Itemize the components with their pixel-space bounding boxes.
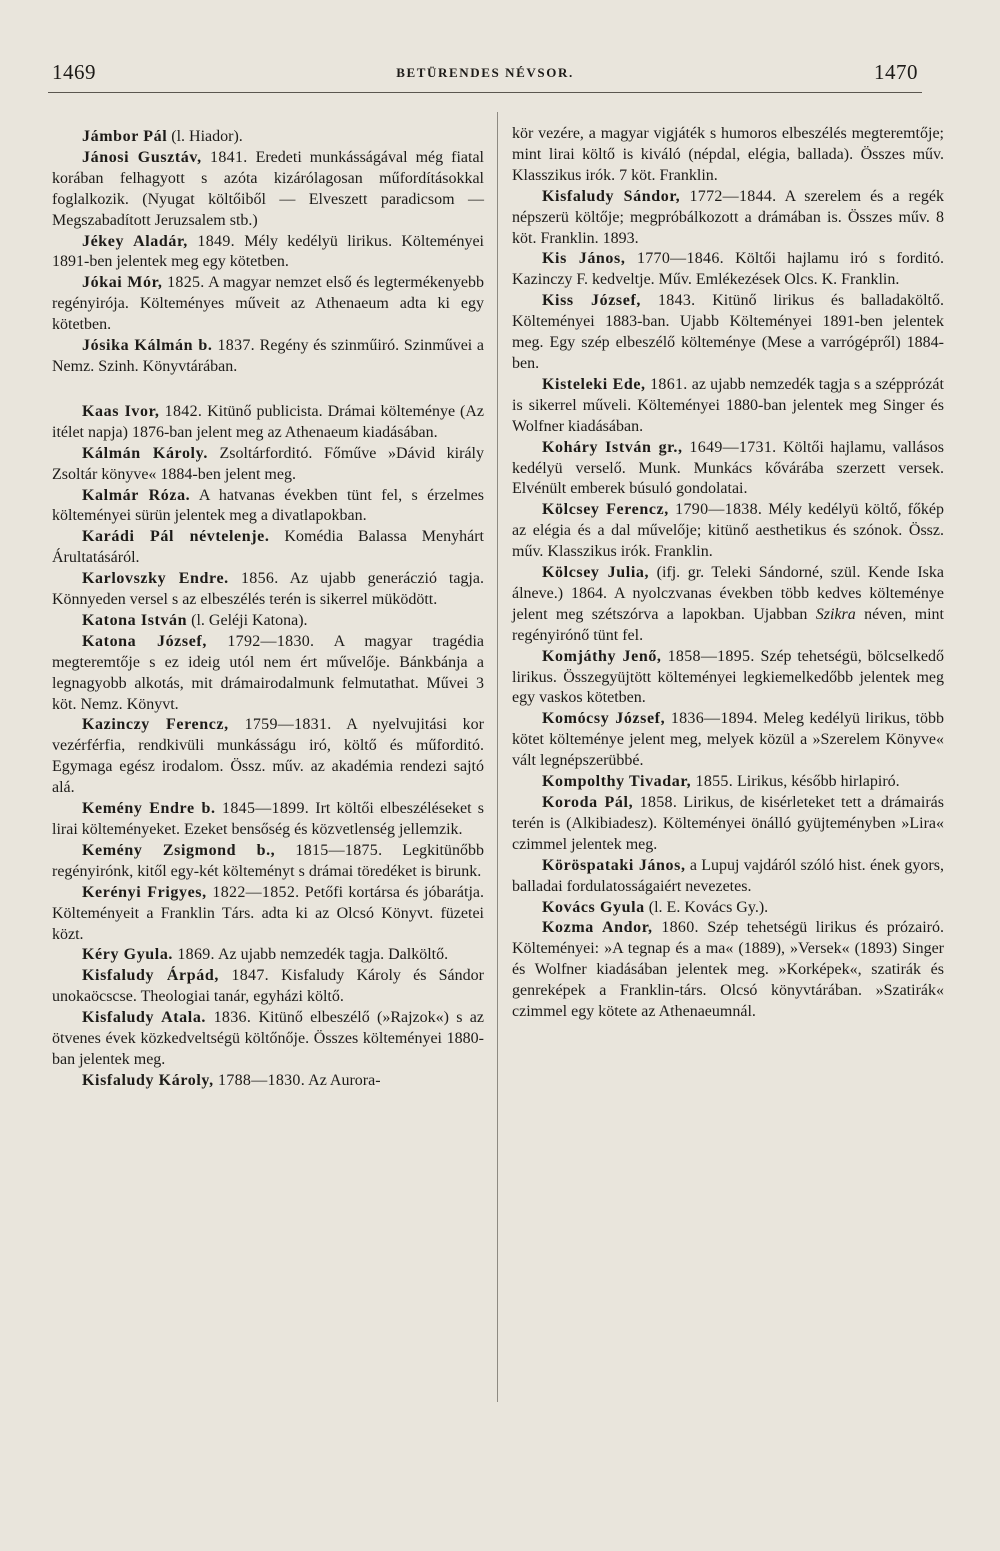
entry [52,1008,484,1071]
entry-name: Koroda Pál, [542,794,634,811]
entry [52,444,484,486]
entry [512,438,944,501]
entry [512,918,944,1023]
entry [52,1071,484,1092]
entry [52,527,484,569]
right-column [512,124,944,1023]
entry-text: Lirikus, de kisérleteket tett a drámairás terén is (Alkibiadesz). Költeményei önálló gyüjteményben »Lira« czimmel jelentek meg. [512,794,944,853]
entry-name: Kompolthy Tivadar, [542,773,692,791]
entry-text: (l. E. Kovács Gy.). [644,898,769,916]
entry-name: Katona József, [82,632,207,650]
page-number-right: 1470 [874,60,918,84]
entry-text: Költői hajlamu, vallásos kedélyü verselő. Munk. Munkács kővárába szerzett versek. Elvénült emberek búsuló gondolatai. [512,438,944,498]
entry-years: 1849. [187,232,235,250]
entry [52,632,484,716]
entry-pseudonym: Szikra [815,605,856,623]
column-divider [497,112,498,1402]
entry-text: kör vezére, a magyar vigjáték s humoros elbeszélés megteremtője; mint lirai költő is kiváló (népdal, elégia, ballada). Összes műv. Klasszikus irók. 7 köt. Franklin. [512,125,944,184]
entry-name: Kisteleki Ede, [542,375,646,393]
entry-text: Kitünő lirikus és balladaköltő. Költeményei 1883-ban. Ujabb Költeményei 1891-ben jelentek meg. Egy szép elbeszélő költeménye (Mese a varrógépről) 1884-ben. [512,292,944,372]
entry-name: Komócsy József, [542,710,666,728]
page-header [52,60,918,94]
entry-name: Kisfaludy Sándor, [542,187,681,205]
entry-years: 1861. [645,375,688,393]
entry [52,232,484,274]
entry-text: Mély kedélyü lirikus. Költeményei 1891-ben jelentek meg egy kötetben. [52,232,485,271]
entry-years: 1855. [691,773,734,791]
entry [52,966,484,1008]
entry [512,772,944,793]
entry-name: Kazinczy Ferencz, [82,716,229,734]
entry [52,883,484,946]
entry-text: (l. Hiador). [167,128,243,145]
entry-text: (ifj. gr. Teleki Sándorné, szül. Kende Iska álneve.) 1864. A nyolczvanas években több kedves költeménye jelent meg szétszórva a lapokban. Ujabban [512,564,944,623]
entry-years: 1770—1846. [625,250,724,268]
entry-name: Jósika Kálmán b. [82,337,213,355]
entry [52,569,484,611]
entry-name: Koháry István gr., [542,438,683,456]
entry-years: 1836. [206,1009,252,1027]
entry-name: Kölcsey Julia, [542,564,650,582]
entry [52,945,484,966]
entry-text: Regény és szinműiró. Szinművei a Nemz. Szinh. Könyvtárában. [52,337,485,375]
entry-name: Kálmán Károly. [82,444,208,462]
entry-name: Kisfaludy Árpád, [82,967,219,985]
entry-text: A nyelvujitási kor vezérférfia, rendkivüli munkásságu iró, költő és műforditó. Egymaga egész irodalom. Össz. műv. az akadémia rendezi sajtó alá. [52,716,484,797]
entry-text: Az Aurora- [305,1071,381,1089]
entry-name: Jékey Aladár, [82,232,188,250]
entry-name: Kisfaludy Károly, [82,1071,214,1089]
entry [512,898,944,919]
entry-text: Költői hajlamu iró s forditó. Kazinczy F. kedveltje. Műv. Emlékezések Olcs. K. Franklin. [512,250,944,289]
entry [52,148,484,232]
entry-text: Zsoltárforditó. Főműve »Dávid király Zsoltár könyve« 1884-ben jelent meg. [52,444,484,483]
entry-name: Jánosi Gusztáv, [82,148,202,166]
entry-name: Kiss József, [542,292,641,310]
entry [52,273,484,336]
entry-name: Kis János, [542,250,626,268]
entry-text: Kisfaludy Károly és Sándor unokaöcscse. Theologiai tanár, egyházi költő. [52,967,484,1006]
entry-years: 1759—1831. [228,716,332,734]
running-title: BETÜRENDES NÉVSOR. [396,65,574,80]
entry [512,291,944,375]
entry-text: Szép tehetségü lirikus és prózairó. Költeményei: »A tegnap és a ma« (1889), »Versek« (1893) Singer és Wolfner kiadásában jelentek meg. »Korképek«, szatirák és genreképek a Franklin-társ. Olcsó könyvtárában. »Szatirák« czimmel egy kötete az Athenaeumnál. [512,919,944,1021]
entry-name: Köröspataki János, [542,856,686,874]
entry-name: Komjáthy Jenő, [542,647,662,665]
entry [52,611,484,632]
entry-years: 1858. [633,794,678,811]
entry [52,486,484,528]
entry [512,793,944,856]
entry-name: Kaas Ivor, [82,402,160,420]
entry [512,124,944,187]
entry-text: Mély kedélyü költő, főkép az elégia és a dal művelője; kitünő aesthetikus és szónok. Össz. műv. Klasszikus irók. Franklin. [512,501,944,561]
entry [512,249,944,291]
entry-name: Kemény Endre b. [82,800,216,818]
entry-name: Kisfaludy Atala. [82,1009,207,1027]
entry-years: 1845—1899. [215,800,310,818]
entry-years: 1843. [641,292,696,310]
entry [512,187,944,250]
entry [512,563,944,647]
entry-years: 1790—1838. [668,501,763,519]
entry-years: 1856. [228,570,279,588]
entry-name: Kozma Andor, [542,919,653,937]
entry [512,856,944,898]
entry-name: Jókai Mór, [82,274,163,292]
entry-name: Katona István [82,611,188,629]
entry-years: 1860. [652,919,699,937]
entry [52,715,484,799]
entry-text: Szép tehetségü, bölcselkedő lirikus. Összegyüjtött költeményei legkiemelkedőbb jelentek meg egy vaskos kötetben. [512,647,944,707]
entry-years: 1825. [162,274,205,292]
entry-text: A szerelem és a regék népszerü költője; megpróbálkozott a drámában is. Összes műv. 8 köt. Franklin. 1893. [512,187,944,247]
entry-name: Jámbor Pál [82,128,168,145]
entry-years: 1649—1731. [682,438,777,456]
entry-text: Legkitünőbb regényirónk, kitől egy-két költeményt s drámai töredéket is birunk. [52,841,484,880]
entry-years: 1822—1852. [206,883,300,901]
entry-text: az ujabb nemzedék tagja s a szépprózát is sikerrel műveli. Költeményei 1880-ban jelentek meg Singer és Wolfner kiadásában. [512,375,944,435]
entry [512,709,944,772]
entry-years: 1836—1894. [665,710,758,728]
entry-name: Kovács Gyula [542,898,645,916]
entry-name: Kemény Zsigmond b., [82,841,276,859]
entry-text: Petőfi kortársa és jóbarátja. Költeményeit a Franklin Társ. adta ki az Olcsó Könyvt. füzetei közt. [52,883,484,943]
entry-name: Karlovszky Endre. [82,570,229,588]
entry-name: Kéry Gyula. [82,946,174,964]
entry-name: Kerényi Frigyes, [82,883,207,901]
entry-years: 1815—1875. [275,841,383,859]
entry [52,336,484,378]
entry [512,500,944,563]
entry-text: A magyar tragédia megteremtője s ez ideig utól nem ért művelője. Bánkbánja a legnagyobb alkotás, mit drámairodalmunk felmutathat. Művei 3 köt. Nemz. Könyvt. [52,632,484,713]
entry-name: Karádi Pál névtelenje. [82,528,270,546]
entry-years: 1788—1830. [213,1071,306,1089]
entry-years: 1869. [173,946,215,964]
entry-text: (l. Geléji Katona). [187,611,308,629]
entry [52,127,484,148]
entry [52,402,484,444]
entry-text: Az ujabb nemzedék tagja. Dalköltő. [214,946,449,964]
entry [512,375,944,438]
entry-years: 1847. [218,967,269,985]
entry-years: 1837. [212,337,255,355]
entry-name: Kalmár Róza. [82,486,191,504]
entry-text: Meleg kedélyü lirikus, több kötet költeménye jelent meg, melyek közül a »Szerelem Könyve« vált legnépszerübbé. [512,710,944,770]
entry-text: A hatvanas években tünt fel, s érzelmes költeményei sürün jelentek meg a divatlapokban. [52,486,484,525]
entry-text: Irt költői elbeszéléseket s lirai költeményeket. Ezeket bensőség és közvetlenség jellemzik. [52,800,484,838]
entry-text: Lirikus, később hirlapiró. [733,773,900,791]
entry-text: a Lupuj vajdáról szóló hist. ének gyors, balladai fordulatosságaiért nevezetes. [512,856,944,895]
entry [52,799,484,841]
entry-name: Kölcsey Ferencz, [542,501,669,519]
entry [52,841,484,883]
entry-years: 1792—1830. [206,632,315,650]
entry [512,647,944,710]
entry-text: Komédia Balassa Menyhárt Árultatásáról. [52,528,484,567]
entry-years: 1772—1844. [680,187,777,205]
entry-text: Kitünő elbeszélő (»Rajzok«) s az ötvenes évek közkedveltségü költőnője. Összes költeményei 1880-ban jelentek meg. [52,1009,484,1068]
entry-years: 1858—1895. [661,647,755,665]
entry-text: Az ujabb generáczió tagja. Könnyeden versel s az elbeszélés terén is sikerrel müködött. [52,570,484,609]
page-number-left: 1469 [52,60,96,84]
entry-text: Kitünő publicista. Drámai költeménye (Az itélet napja) 1876-ban jelent meg az Athenaeum kiadásában. [52,402,484,441]
entry-text: néven, mint regényirónő tünt fel. [512,605,944,644]
entry-text: A magyar nemzet első és legtermékenyebb regényirója. Költeményes műveit az Athenaeum adta ki egy kötetben. [52,274,484,334]
header-rule [48,92,922,93]
entry-text: Eredeti munkásságával még fiatal korában felhagyott s azóta kizárólagosan műfordításokkal foglalkozik. (Nyugat költőiből — Elveszett paradicsom — Megszabadított Jeruzsalem stb.) [52,148,484,229]
entry-years: 1842. [159,402,203,420]
left-column [52,127,484,1092]
entry-years: 1841. [201,148,248,166]
